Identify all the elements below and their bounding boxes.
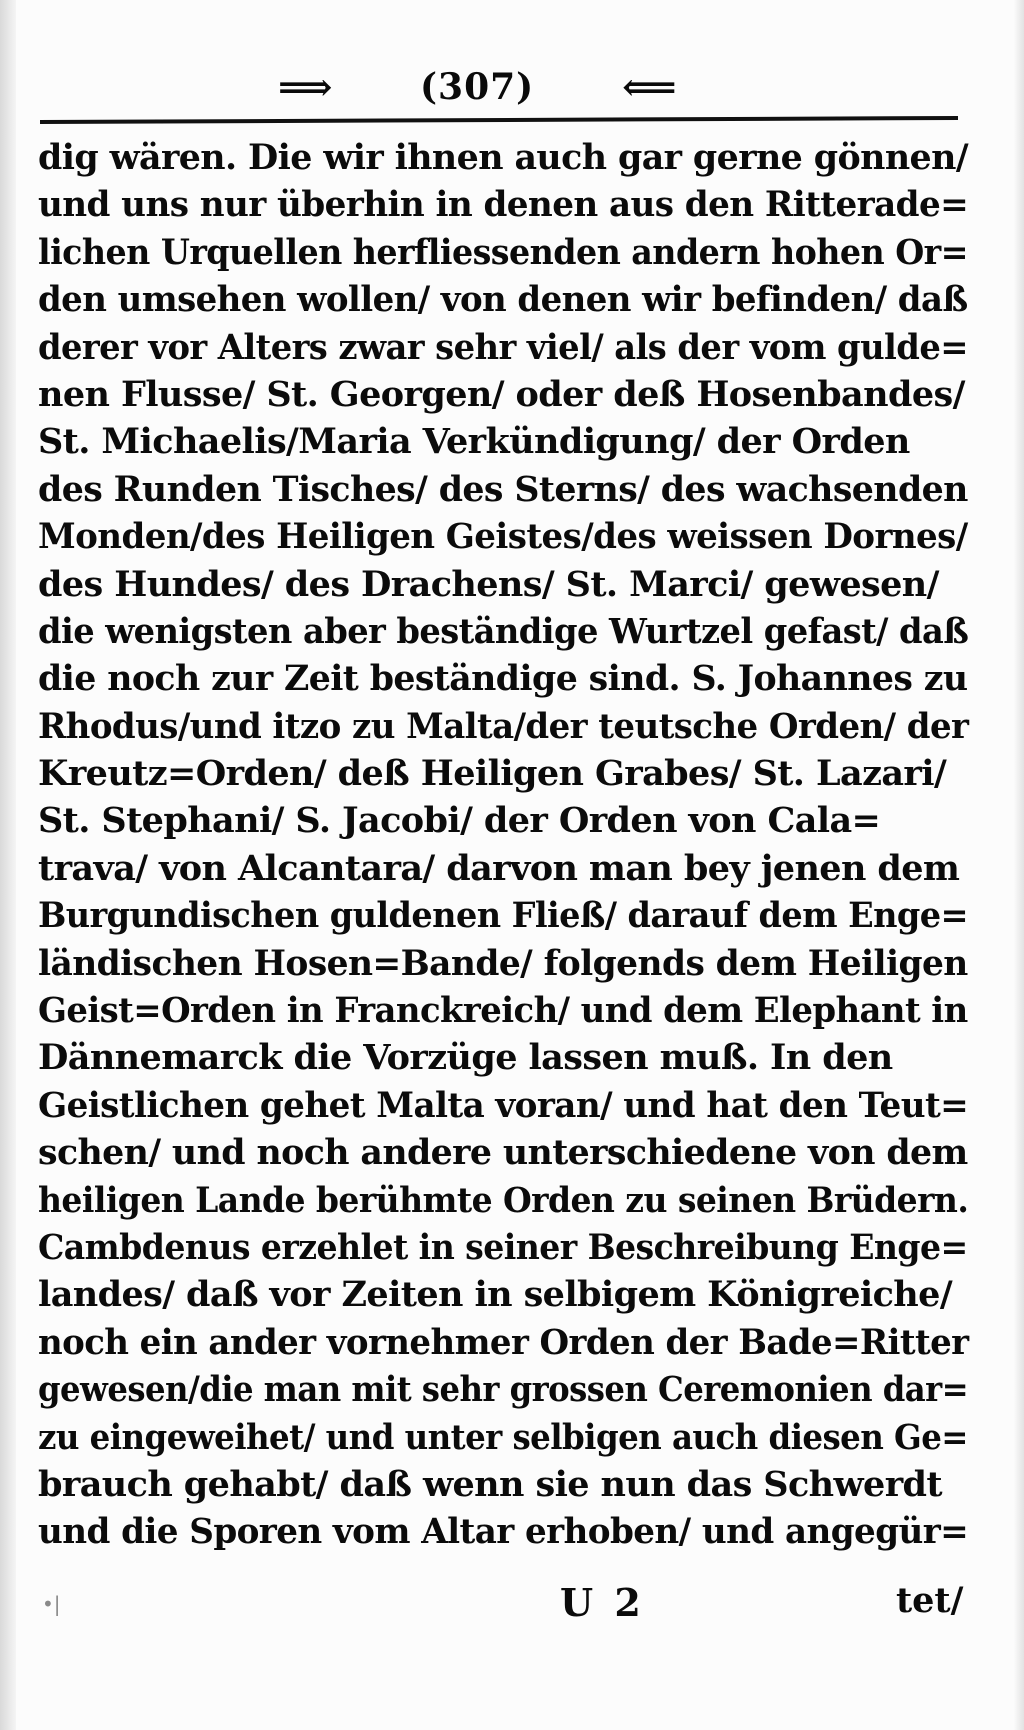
header-ornament-right: ⟸	[622, 64, 675, 109]
header-rule	[40, 116, 958, 124]
text-line: Geistlichen gehet Malta voran/ und hat den Teut=	[38, 1084, 969, 1126]
text-line: des Hundes/ des Drachens/ St. Marci/ gewesen/	[38, 563, 939, 605]
text-line: nen Flusse/ St. Georgen/ oder deß Hosenbandes/	[38, 373, 965, 415]
scan-edge-right	[1014, 0, 1024, 1730]
page-header	[270, 62, 710, 114]
page-footer	[0, 1580, 1024, 1640]
header-ornament-left: ⟹	[278, 64, 331, 109]
text-line: die wenigsten aber beständige Wurtzel gefast/ daß	[38, 610, 969, 652]
text-line: Rhodus/und itzo zu Malta/der teutsche Orden/ der	[38, 705, 969, 747]
text-line: gewesen/die man mit sehr grossen Ceremonien dar=	[38, 1369, 969, 1411]
text-line: lichen Urquellen herfliessenden andern hohen Or=	[38, 231, 968, 273]
text-line: Dännemarck die Vorzüge lassen muß. In den	[38, 1037, 893, 1079]
text-line: landes/ daß vor Zeiten in selbigem Königreiche/	[38, 1274, 952, 1316]
text-line: derer vor Alters zwar sehr viel/ als der vom gulde=	[38, 326, 968, 368]
text-line: den umsehen wollen/ von denen wir befinden/ daß	[38, 279, 968, 321]
margin-mark: •|	[42, 1592, 61, 1616]
text-line: ländischen Hosen=Bande/ folgends dem Heiligen	[38, 942, 968, 984]
text-line: St. Michaelis/Maria Verkündigung/ der Orden	[38, 421, 910, 463]
text-line: zu eingeweihet/ und unter selbigen auch diesen Ge=	[38, 1416, 968, 1458]
text-line: und die Sporen vom Altar erhoben/ und angegür=	[38, 1511, 969, 1553]
text-line: und uns nur überhin in denen aus den Ritterade=	[38, 184, 969, 226]
text-line: des Runden Tisches/ des Sterns/ des wachsenden	[38, 468, 968, 510]
signature-mark: U 2	[560, 1580, 645, 1625]
text-line: die noch zur Zeit beständige sind. S. Johannes zu	[38, 658, 968, 700]
text-line: Geist=Orden in Franckreich/ und dem Elephant in	[38, 990, 968, 1032]
text-line: Burgundischen guldenen Fließ/ darauf dem Enge=	[38, 895, 969, 937]
body-text	[38, 134, 968, 1556]
text-line: schen/ und noch andere unterschiedene von dem	[38, 1132, 968, 1174]
catchword: tet/	[896, 1580, 964, 1621]
text-line: brauch gehabt/ daß wenn sie nun das Schwerdt	[38, 1463, 942, 1505]
text-line: St. Stephani/ S. Jacobi/ der Orden von Cala=	[38, 800, 881, 842]
text-line: Cambdenus erzehlet in seiner Beschreibung Enge=	[38, 1226, 968, 1268]
scan-edge-left	[0, 0, 16, 1730]
text-line: heiligen Lande berühmte Orden zu seinen Brüdern.	[38, 1179, 969, 1221]
text-line: dig wären. Die wir ihnen auch gar gerne gönnen/	[38, 137, 968, 178]
page-number: (307)	[420, 66, 535, 108]
text-line: Monden/des Heiligen Geistes/des weissen Dornes/	[38, 516, 968, 558]
text-line: Kreutz=Orden/ deß Heiligen Grabes/ St. Lazari/	[38, 753, 947, 795]
text-line: trava/ von Alcantara/ darvon man bey jenen dem	[38, 847, 960, 889]
text-line: noch ein ander vornehmer Orden der Bade=Ritter	[38, 1321, 969, 1363]
